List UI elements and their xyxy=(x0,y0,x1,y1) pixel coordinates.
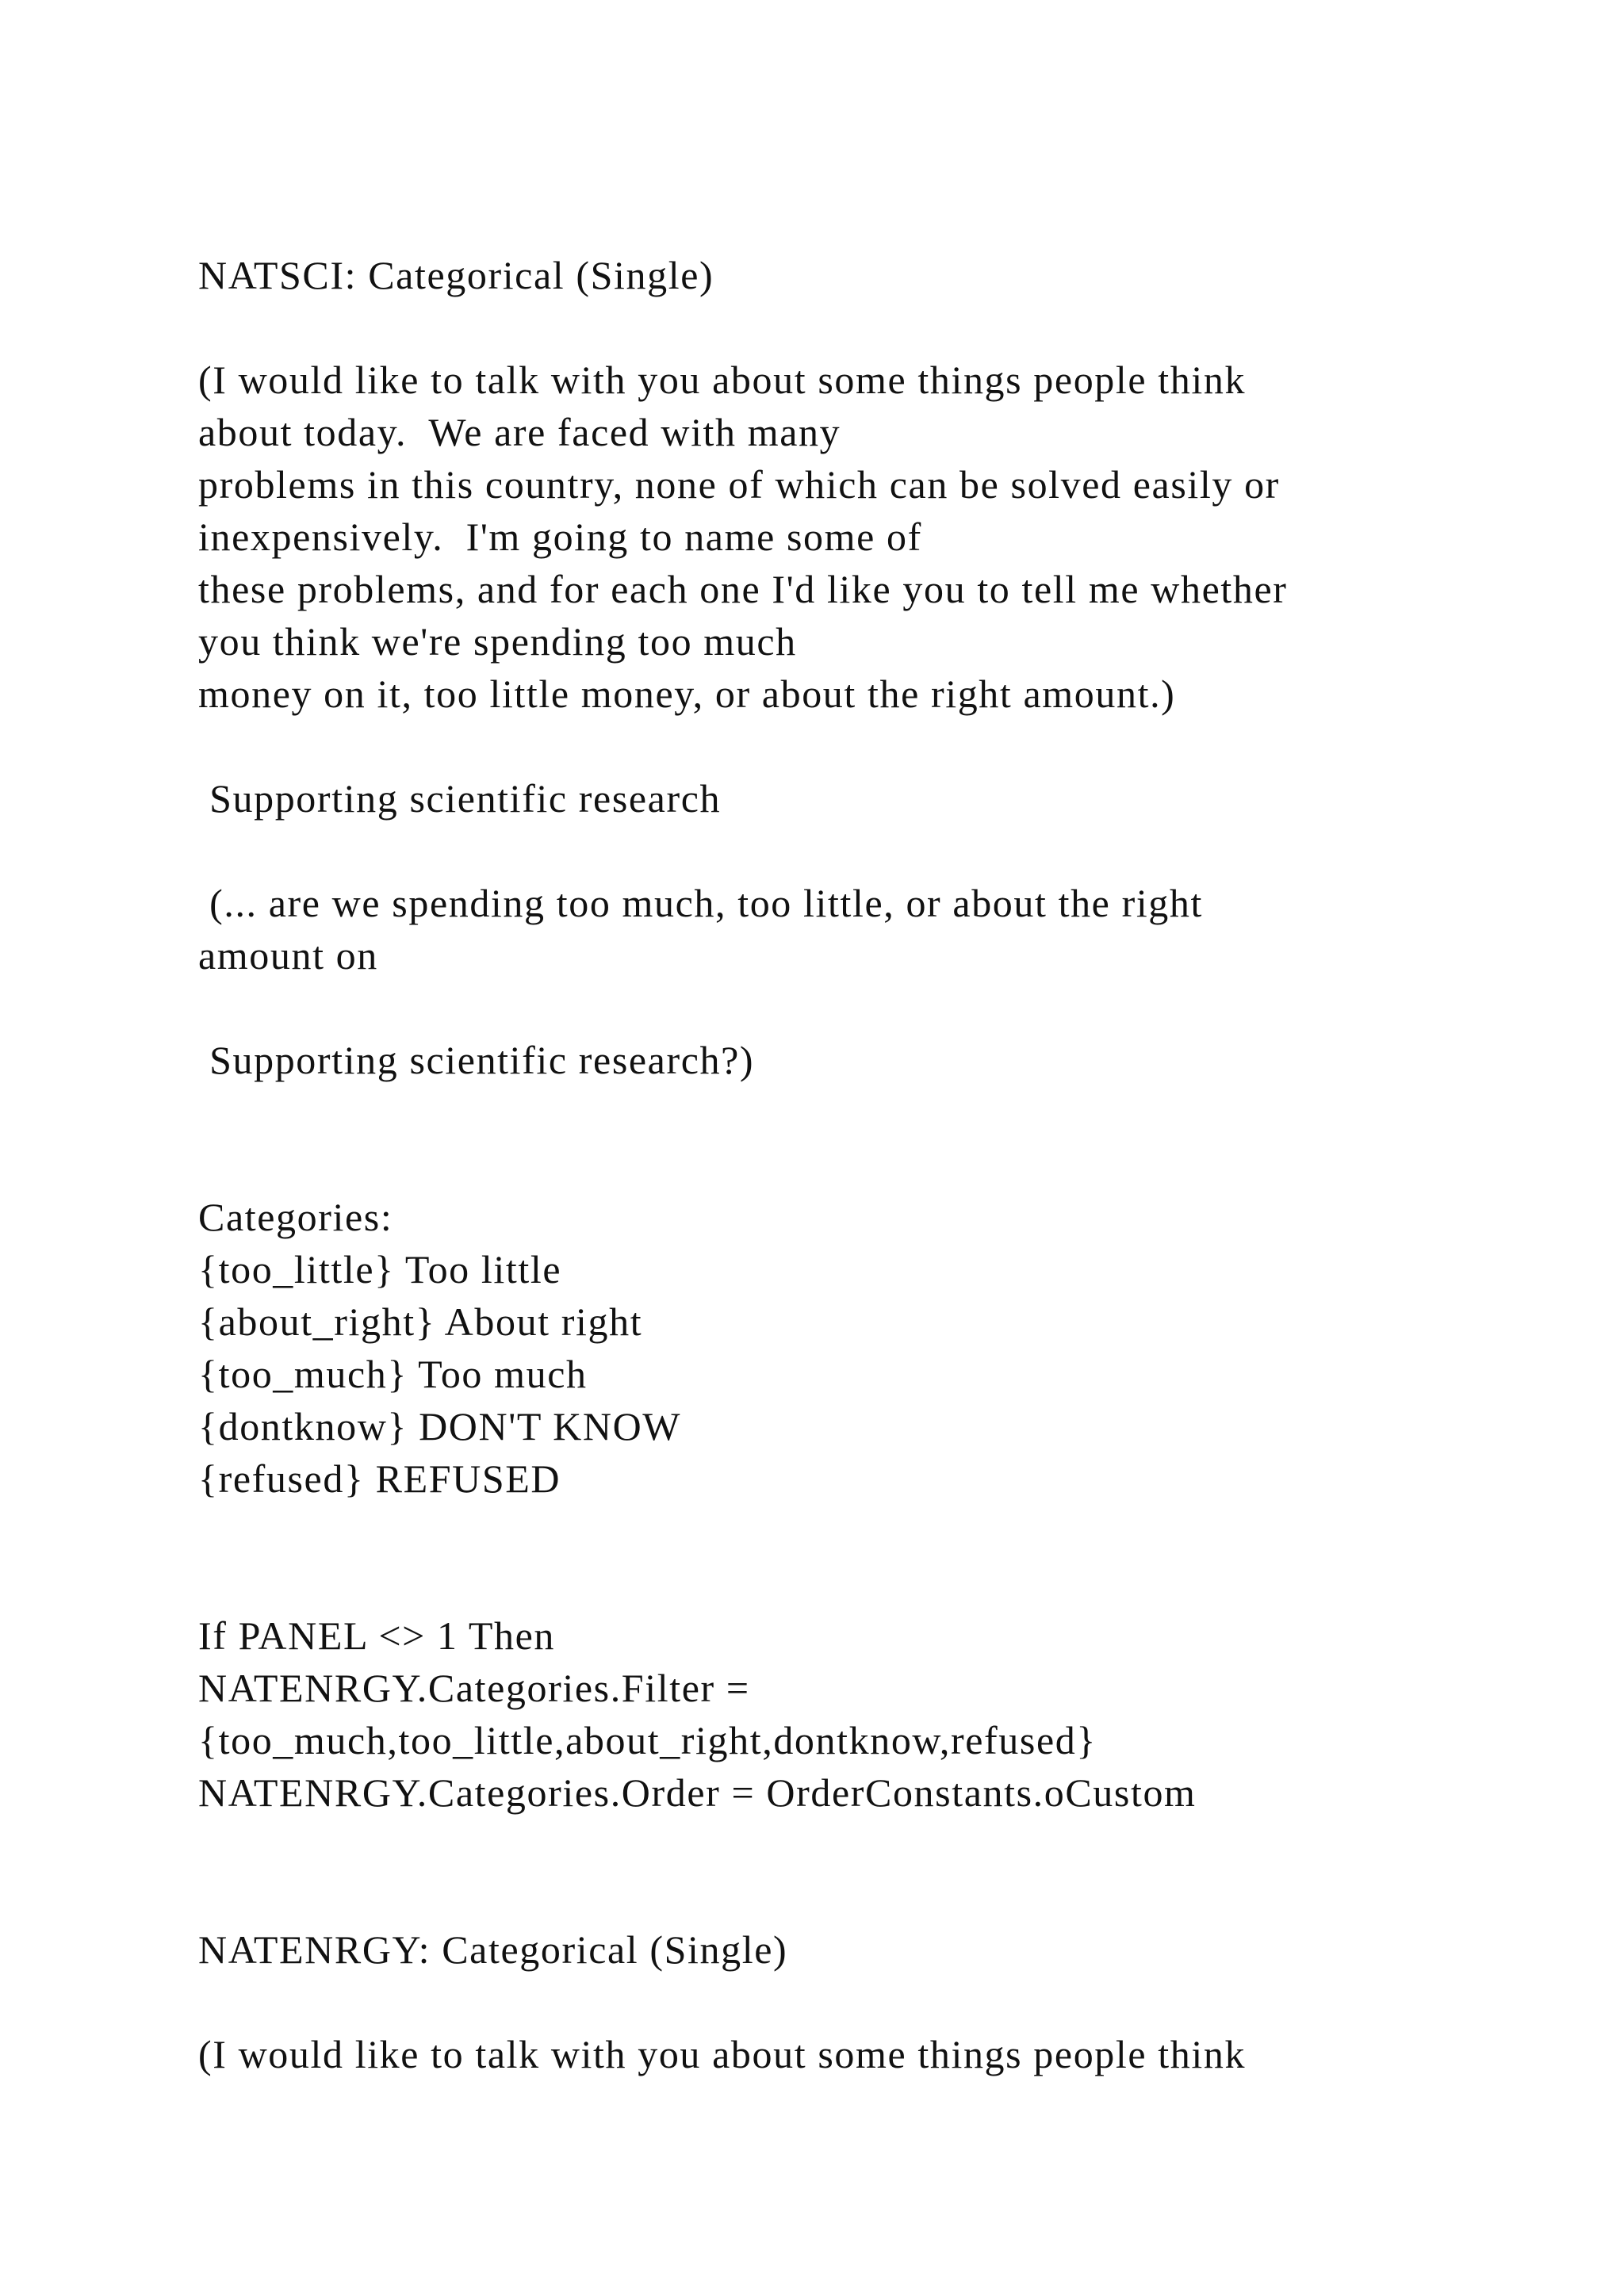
natenrgy-intro-line: (I would like to talk with you about some things people think xyxy=(198,2032,1247,2076)
natsci-intro-line: (I would like to talk with you about some things people think xyxy=(198,358,1247,402)
natsci-topic: Supporting scientific research xyxy=(198,776,722,821)
categories-label: Categories: xyxy=(198,1195,393,1239)
natsci-intro-line: you think we're spending too much xyxy=(198,619,797,664)
logic-line: {too_much,too_little,about_right,dontknow,refused} xyxy=(198,1718,1097,1762)
natsci-intro-line: about today. We are faced with many xyxy=(198,410,841,454)
natsci-intro-line: money on it, too little money, or about the right amount.) xyxy=(198,672,1176,716)
logic-line: If PANEL <> 1 Then xyxy=(198,1613,555,1658)
natsci-intro-line: inexpensively. I'm going to name some of xyxy=(198,515,922,559)
natsci-intro-line: these problems, and for each one I'd like you to tell me whether xyxy=(198,567,1288,611)
category-item: {too_little} Too little xyxy=(198,1247,562,1292)
natsci-topic-question: Supporting scientific research?) xyxy=(198,1038,755,1082)
category-item: {refused} REFUSED xyxy=(198,1456,561,1501)
natsci-followup-line: (... are we spending too much, too little, or about the right xyxy=(198,881,1203,925)
category-item: {too_much} Too much xyxy=(198,1352,588,1396)
natsci-followup-line: amount on xyxy=(198,933,378,978)
natsci-heading: NATSCI: Categorical (Single) xyxy=(198,253,714,297)
logic-line: NATENRGY.Categories.Filter = xyxy=(198,1666,750,1710)
natsci-intro-line: problems in this country, none of which can be solved easily or xyxy=(198,462,1280,507)
category-item: {dontknow} DON'T KNOW xyxy=(198,1404,682,1448)
category-item: {about_right} About right xyxy=(198,1299,643,1344)
logic-line: NATENRGY.Categories.Order = OrderConstants.oCustom xyxy=(198,1770,1197,1815)
natenrgy-heading: NATENRGY: Categorical (Single) xyxy=(198,1927,788,1972)
